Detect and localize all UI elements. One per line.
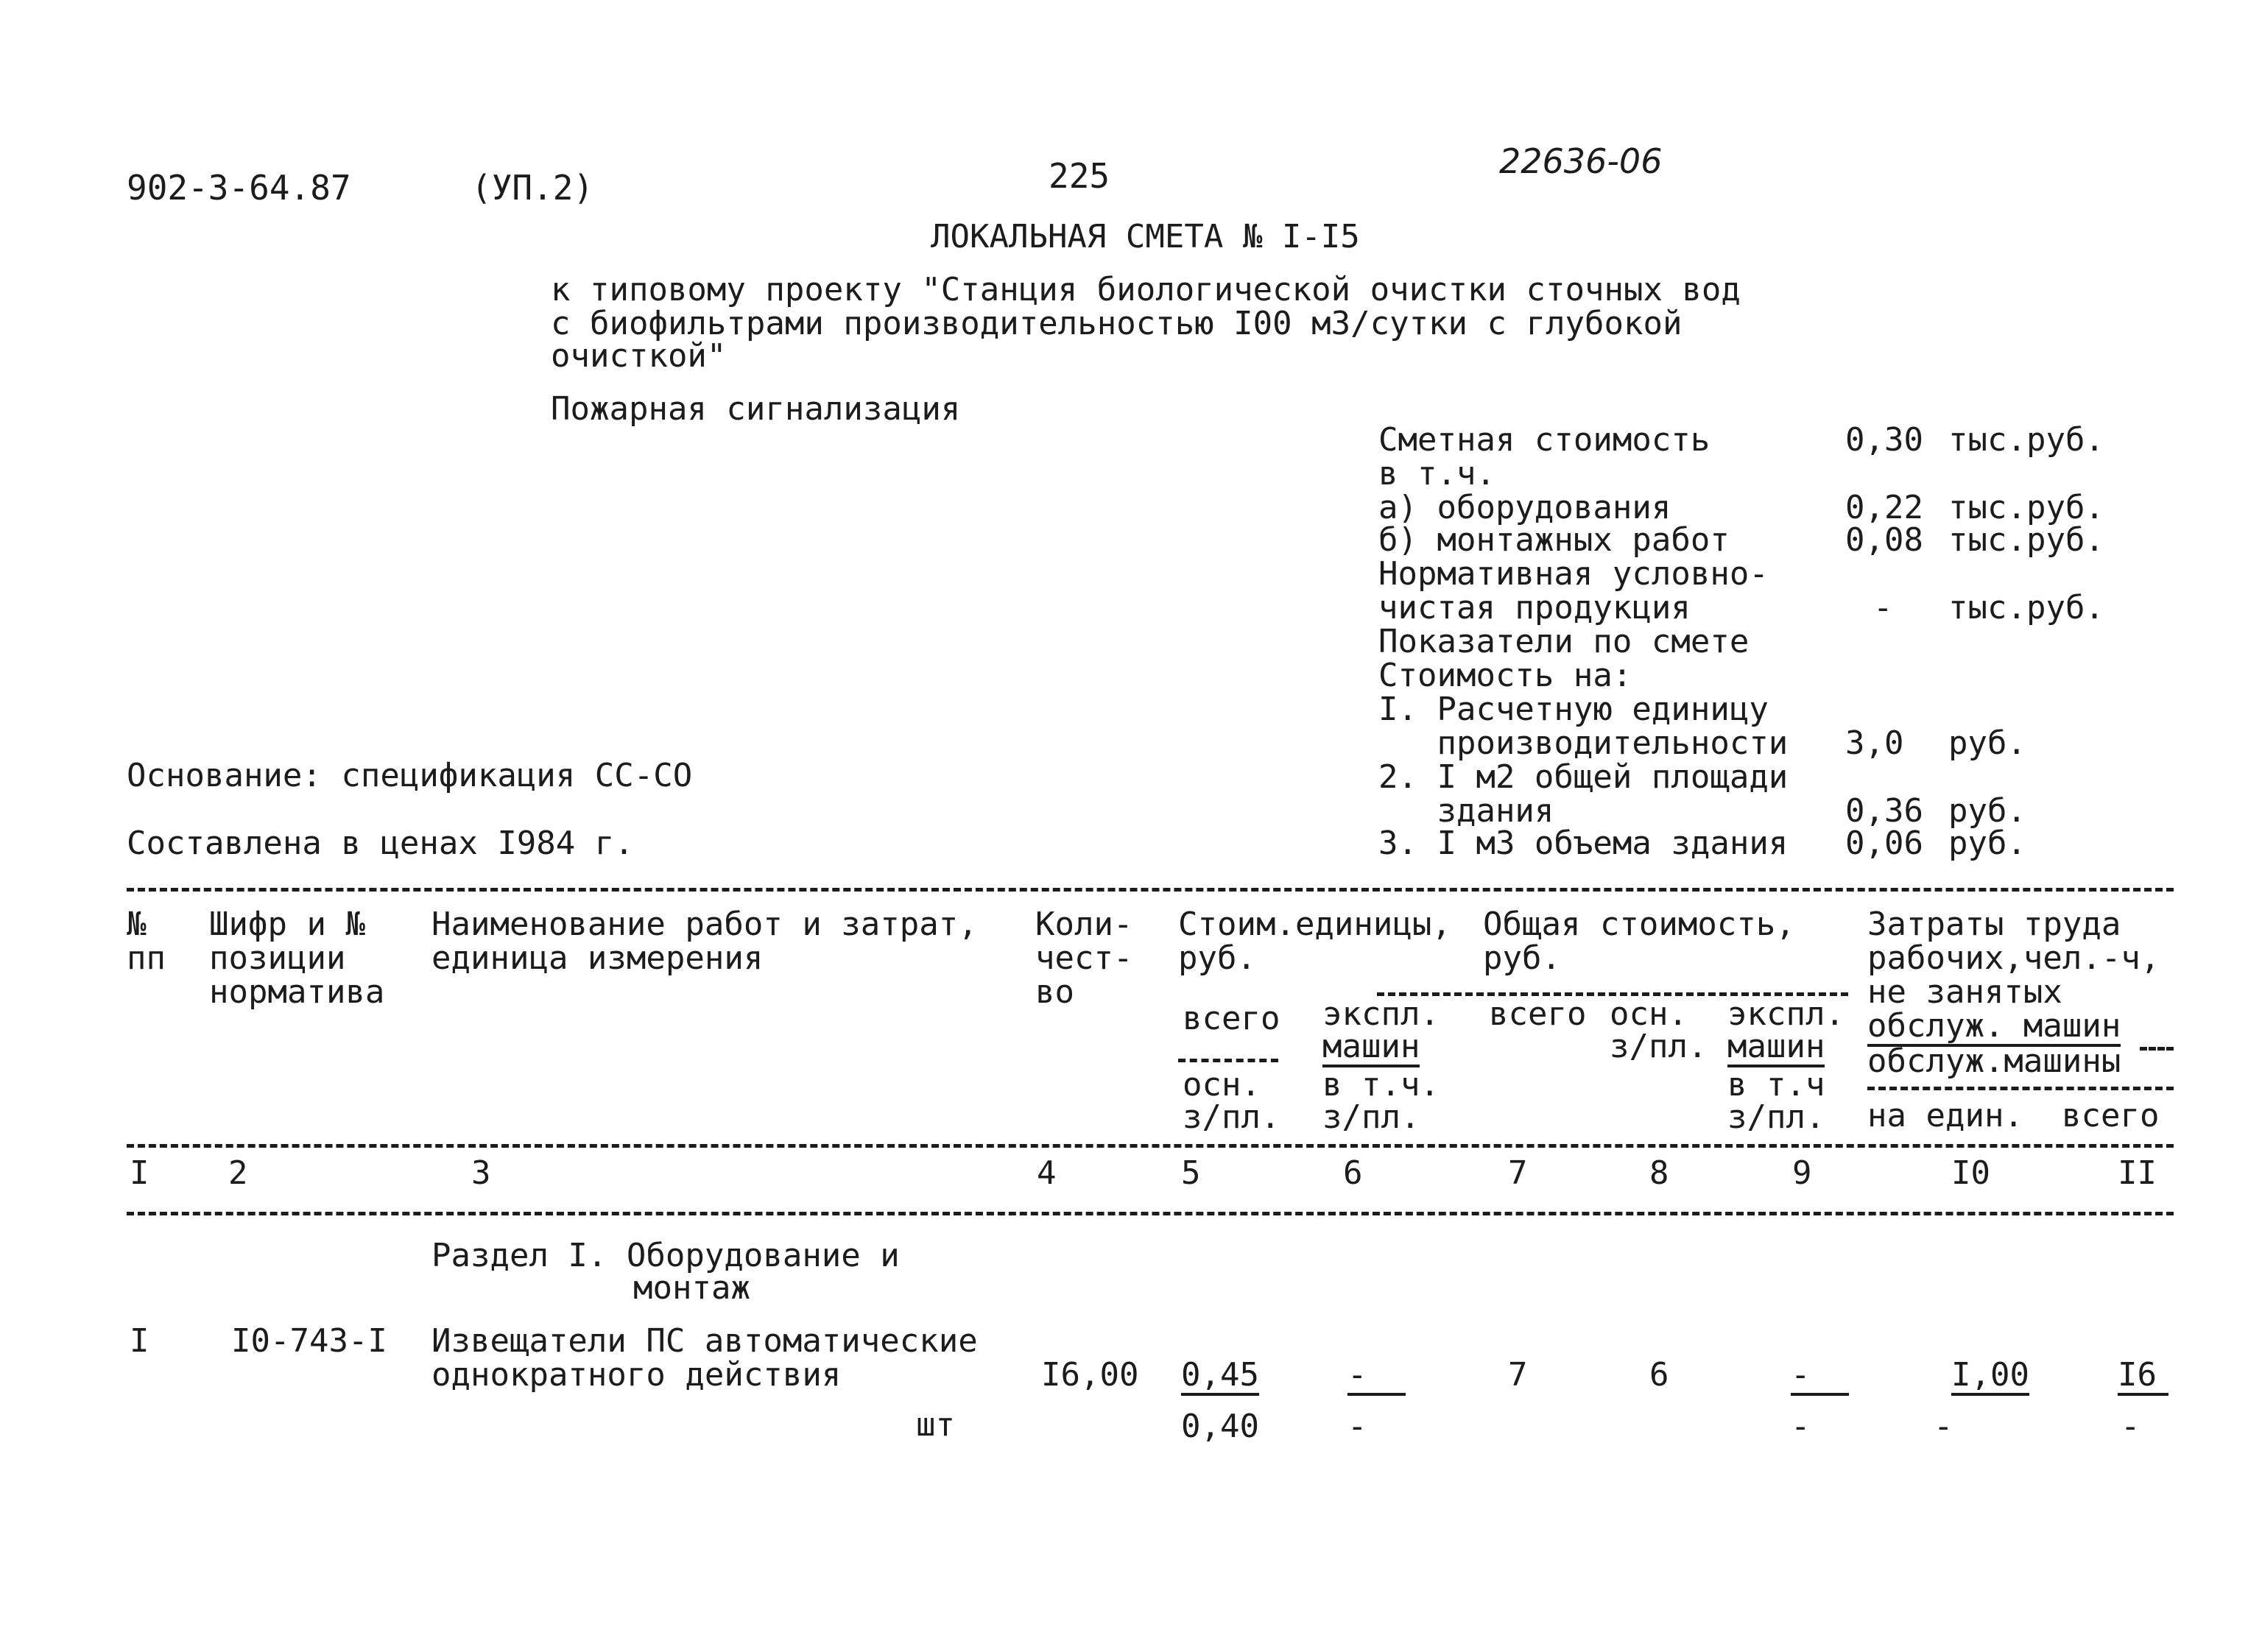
header-col5: з/пл. — [1183, 1098, 1280, 1136]
summary-unit: тыс.руб. — [1948, 589, 2104, 626]
summary-unit: тыс.руб. — [1948, 521, 2104, 559]
row-total-base-wage: 6 — [1649, 1356, 1669, 1394]
summary-unit: руб. — [1948, 825, 2026, 862]
row-number: I — [130, 1322, 149, 1360]
price-level: Составлена в ценах I984 г. — [127, 825, 634, 862]
section-heading: монтаж — [633, 1269, 750, 1307]
header-col6: экспл. — [1322, 995, 1440, 1033]
summary-label: б) монтажных работ — [1378, 521, 1730, 559]
row-quantity: I6,00 — [1041, 1356, 1139, 1394]
header-labor: Затраты труда — [1867, 906, 2121, 943]
header-col9: в т.ч — [1727, 1066, 1825, 1104]
header-col7: всего — [1489, 995, 1587, 1033]
header-col6: в т.ч. — [1322, 1066, 1440, 1104]
header-labor-machine: обслуж. машин — [1867, 1010, 2121, 1047]
summary-unit: руб. — [1948, 792, 2026, 830]
summary-unit: тыс.руб. — [1948, 489, 2104, 526]
subtitle-line-3: очисткой" — [551, 337, 727, 375]
row-code: I0-743-I — [231, 1322, 387, 1360]
summary-label: в т.ч. — [1378, 455, 1495, 493]
summary-value: 0,36 — [1845, 792, 1923, 830]
row-labor-unit-machine: - — [1934, 1408, 1953, 1445]
row-unit-machine: - — [1347, 1359, 1406, 1396]
column-number: 2 — [228, 1154, 248, 1192]
row-name: однократного действия — [431, 1356, 842, 1394]
header-name: Наименование работ и затрат, — [431, 906, 978, 943]
column-number: II — [2118, 1154, 2157, 1192]
summary-value: - — [1873, 589, 1893, 626]
header-code: Шифр и № — [209, 906, 365, 943]
section-heading: Раздел I. Оборудование и — [431, 1237, 900, 1274]
row-unit: шт — [916, 1406, 955, 1444]
row-labor-total: I6 — [2118, 1359, 2168, 1396]
header-qty: Коли- — [1035, 906, 1133, 943]
column-number-rule — [127, 1212, 2174, 1215]
summary-label: Показатели по смете — [1378, 623, 1750, 660]
header-col5: осн. — [1183, 1066, 1261, 1104]
summary-unit: руб. — [1948, 724, 2026, 762]
header-labor: не занятых — [1867, 973, 2062, 1011]
header-col8: осн. — [1610, 995, 1688, 1033]
summary-label: чистая продукция — [1378, 589, 1691, 626]
summary-label: производительности — [1378, 724, 1789, 762]
subtitle-line-1: к типовому проекту "Станция биологической очистки сточных вод — [551, 271, 1741, 308]
summary-label: Стоимость на: — [1378, 657, 1632, 694]
summary-value: 0,22 — [1845, 489, 1923, 526]
summary-label: здания — [1378, 792, 1554, 830]
summary-label: Нормативная условно- — [1378, 555, 1769, 593]
row-unit-base-wage: 0,40 — [1181, 1408, 1259, 1445]
header-total-cost: руб. — [1483, 939, 1561, 977]
summary-value: 0,30 — [1845, 421, 1923, 459]
header-qty: во — [1035, 973, 1074, 1011]
column-number: 8 — [1649, 1154, 1669, 1192]
summary-value: 3,0 — [1845, 724, 1904, 762]
header-total-cost: Общая стоимость, — [1483, 906, 1795, 943]
column-number: 4 — [1037, 1154, 1057, 1192]
header-labor-machine: обслуж.машины — [1867, 1042, 2121, 1080]
header-inner-rule — [1178, 1059, 1278, 1062]
summary-label: 3. I м3 объема здания — [1378, 825, 1789, 862]
subtitle-line-2: с биофильтрами производительностью I00 м3/сутки с глубокой — [551, 305, 1683, 342]
album-number: (УП.2) — [471, 168, 594, 208]
header-col9: экспл. — [1727, 995, 1845, 1033]
header-bottom-rule — [127, 1144, 2174, 1148]
header-col8: з/пл. — [1610, 1028, 1708, 1065]
header-col11: всего — [2062, 1097, 2160, 1134]
row-labor-total-machine: - — [2121, 1408, 2141, 1445]
handwritten-code: 22636-06 — [1499, 141, 1663, 181]
summary-label: Сметная стоимость — [1378, 421, 1710, 459]
summary-label: 2. I м2 общей площади — [1378, 758, 1789, 796]
summary-value: 0,06 — [1845, 825, 1923, 862]
header-col5: всего — [1183, 1000, 1280, 1037]
header-col9: машин — [1727, 1031, 1825, 1067]
summary-label: I. Расчетную единицу — [1378, 691, 1769, 728]
column-number: 9 — [1792, 1154, 1812, 1192]
column-number: I — [130, 1154, 149, 1192]
column-number: I0 — [1951, 1154, 1990, 1192]
column-number: 5 — [1181, 1154, 1201, 1192]
header-labor: рабочих,чел.-ч, — [1867, 939, 2160, 977]
header-col6: машин — [1322, 1031, 1420, 1067]
summary-value: 0,08 — [1845, 521, 1923, 559]
column-number: 6 — [1343, 1154, 1363, 1192]
header-inner-rule — [1867, 1087, 2174, 1090]
header-num: пп — [127, 939, 166, 977]
header-code: позиции — [209, 939, 346, 977]
row-labor-unit: I,00 — [1951, 1359, 2029, 1396]
row-unit-total: 0,45 — [1181, 1359, 1259, 1396]
header-inner-rule — [2140, 1047, 2174, 1051]
row-total: 7 — [1508, 1356, 1528, 1394]
section-name: Пожарная сигнализация — [551, 390, 961, 428]
document-code: 902-3-64.87 — [127, 168, 351, 208]
header-qty: чест- — [1035, 939, 1133, 977]
row-name: Извещатели ПС автоматические — [431, 1322, 978, 1360]
summary-label: а) оборудования — [1378, 489, 1671, 526]
row-total-machine: - — [1791, 1359, 1849, 1396]
page-title: ЛОКАЛЬНАЯ СМЕТА № I-I5 — [931, 218, 1360, 255]
column-number: 7 — [1508, 1154, 1528, 1192]
header-col9: з/пл. — [1727, 1098, 1825, 1136]
header-col6: з/пл. — [1322, 1098, 1420, 1136]
header-code: норматива — [209, 973, 385, 1011]
column-number: 3 — [471, 1154, 491, 1192]
row-unit-machine-wage: - — [1347, 1408, 1367, 1445]
header-name: единица измерения — [431, 939, 764, 977]
summary-unit: тыс.руб. — [1948, 421, 2104, 459]
header-unit-cost: руб. — [1178, 939, 1256, 977]
page-number: 225 — [1049, 156, 1110, 196]
row-total-machine-wage: - — [1791, 1408, 1811, 1445]
header-num: № — [127, 906, 147, 943]
header-col10: на един. — [1867, 1097, 2023, 1134]
table-top-rule — [127, 888, 2174, 892]
estimate-basis: Основание: спецификация СС-СО — [127, 757, 693, 794]
header-unit-cost: Стоим.единицы, — [1178, 906, 1451, 943]
